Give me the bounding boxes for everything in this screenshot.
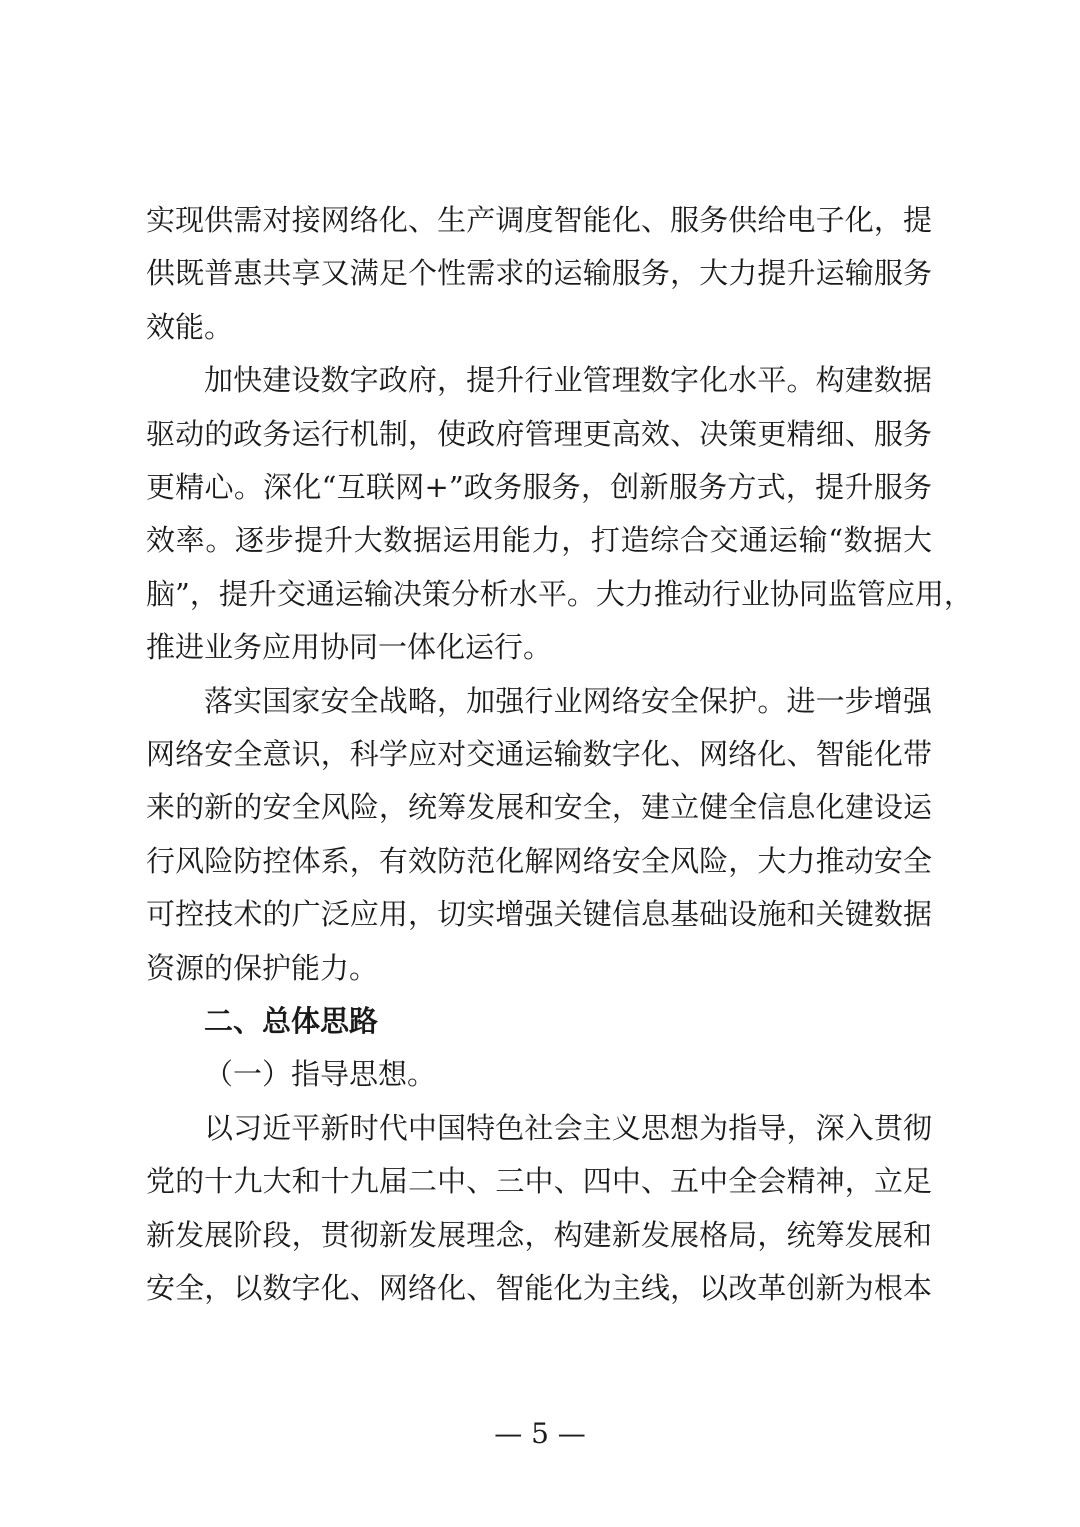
text-line: 推进业务应用协同一体化运行。 <box>146 630 553 665</box>
text-line: 行风险防控体系，有效防范化解网络安全风险，大力推动安全 <box>146 843 932 878</box>
text-line: 来的新的安全风险，统筹发展和安全，建立健全信息化建设运 <box>146 790 932 825</box>
text-line: 以习近平新时代中国特色社会主义思想为指导，深入贯彻 <box>204 1110 932 1145</box>
text-line: 效率。逐步提升大数据运用能力，打造综合交通运输“数据大 <box>146 523 932 558</box>
text-line: 供既普惠共享又满足个性需求的运输服务，大力提升运输服务 <box>146 256 932 291</box>
text-line: 脑”，提升交通运输决策分析水平。大力推动行业协同监管应用， <box>146 576 973 611</box>
subheading-line: （一）指导思想。 <box>204 1057 437 1092</box>
text-line: 可控技术的广泛应用，切实增强关键信息基础设施和关键数据 <box>146 897 932 932</box>
heading-line: 二、总体思路 <box>204 1004 379 1038</box>
text-line: 实现供需对接网络化、生产调度智能化、服务供给电子化，提 <box>146 203 932 237</box>
page-number: — 5 — <box>494 1417 586 1450</box>
text-line: 更精心。深化“互联网+”政务服务，创新服务方式，提升服务 <box>146 470 932 504</box>
text-line: 网络安全意识，科学应对交通运输数字化、网络化、智能化带 <box>146 737 932 771</box>
text-line: 党的十九大和十九届二中、三中、四中、五中全会精神，立足 <box>146 1164 932 1199</box>
text-line: 资源的保护能力。 <box>146 950 379 985</box>
text-line: 安全，以数字化、网络化、智能化为主线，以改革创新为根本 <box>146 1271 932 1305</box>
text-line: 落实国家安全战略，加强行业网络安全保护。进一步增强 <box>204 683 932 718</box>
text-line: 驱动的政务运行机制，使政府管理更高效、决策更精细、服务 <box>146 416 932 451</box>
text-line: 效能。 <box>146 309 234 344</box>
text-line: 加快建设数字政府，提升行业管理数字化水平。构建数据 <box>204 363 932 398</box>
text-line: 新发展阶段，贯彻新发展理念，构建新发展格局，统筹发展和 <box>146 1217 932 1252</box>
